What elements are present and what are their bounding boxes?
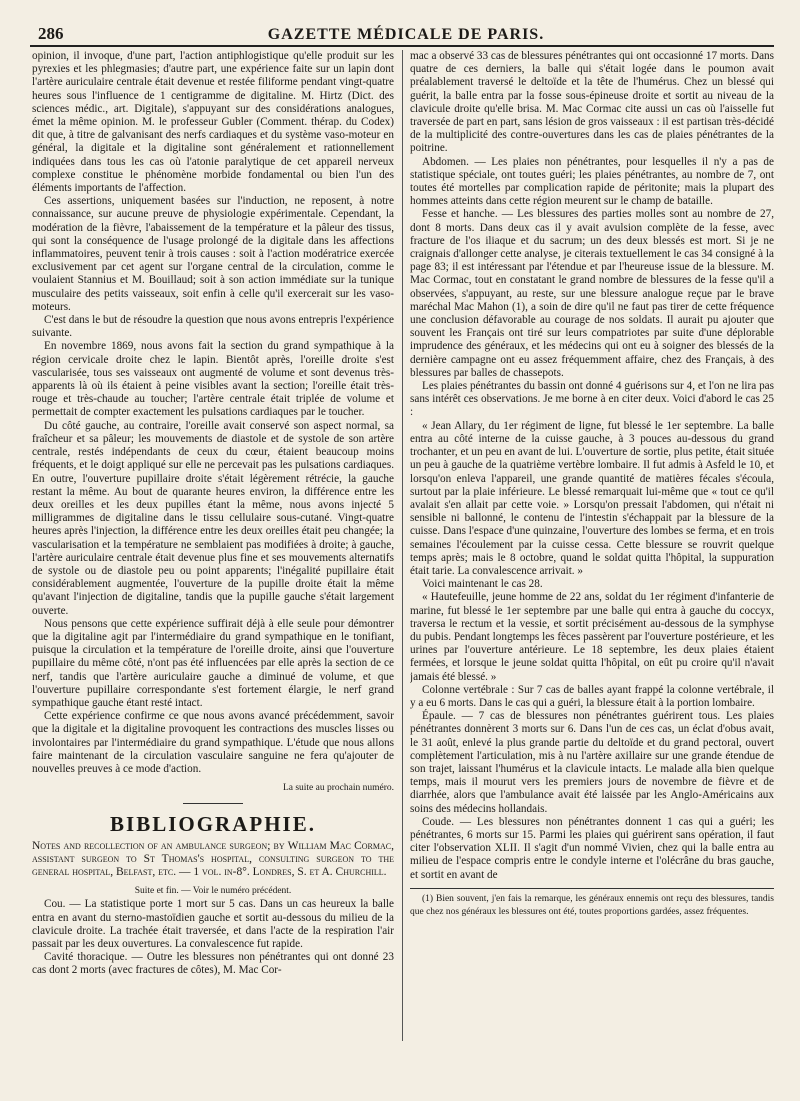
paragraph: Fesse et hanche. — Les blessures des parties molles sont au nombre de 27, dont 8 morts. Dans deux cas il y avait avulsion complète de la fesse, avec fracture de l'os iliaque et du sacrum; un des deux blessés est mort. Si je ne craignais d'allonger cette analyse, je citerais textuellement le cas 34 consigné à la page 83; il est intéressant par l'étendue et par l'heureuse issue de la blessure. M. Mac Cormac, tout en constatant le grand nombre de blessures de la fesse qu'il a observées, s'appuyant, au reste, sur une blessure analogue reçue par le brave maréchal Mac Mahon (1), a soin de dire qu'il ne faut pas tirer de cette fréquence une conclusion défavorable au courage de nos soldats. Il aurait pu ajouter que souvent les Français ont tiré sur leurs compatriotes par suite d'une déplorable imprudence des généraux, et les médecins qui ont eu à soigner des blessés de la dernière campagne ont eu assez fréquemment affaire, chez des Français, à des blessures par balles de chassepots. (410, 208, 774, 379)
paragraph: En novembre 1869, nous avons fait la section du grand sympathique à la région cervicale droite chez le lapin. Bientôt après, l'oreille droite s'est vascularisée, tous ses vaisseaux ont augmenté de volume et sont devenus très-apparents là où ils étaient à peine visibles avant la section; l'oreille était très-rouge et très-chaude au toucher; l'artère centrale était triplée de volume et permettait de compter exactement les pulsations cardiaques par le toucher. (32, 340, 394, 419)
paragraph: Épaule. — 7 cas de blessures non pénétrantes guérirent tous. Les plaies pénétrantes donnèrent 3 morts sur 6. Dans l'un de ces cas, un éclat d'obus avait, le 31 août, enlevé la plus grande partie du deltoïde et du grand pectoral, ouvert complètement l'articulation, mis à nu l'artère axillaire sur une grande étendue de son trajet, laissant l'humérus et la clavicule intacts. Le malade alla bien quelque temps, mais il mourut vers les premiers jours de novembre de fièvre et de diarrhée, alors que l'ambulance avait été laissée par les Anglo-Américains aux soins des médecins hollandais. (410, 710, 774, 815)
book-reference: Notes and recollection of an ambulance surgeon; by William Mac Cormac, assistant surgeon to St Thomas's hospital, consulting surgeon to the general hospital, Belfast, etc. — 1 vol. in-8°. Londres, S. et A. Churchill. (32, 839, 394, 878)
paragraph: Les plaies pénétrantes du bassin ont donné 4 guérisons sur 4, et l'on ne lira pas sans intérêt ces observations. Je me borne à en citer deux. Voici d'abord le cas 25 : (410, 380, 774, 419)
paragraph: Voici maintenant le cas 28. (422, 578, 543, 591)
paragraph: Ces assertions, uniquement basées sur l'induction, ne reposent, à notre connaissance, sur aucune preuve de physiologie expérimentale. Cependant, la modération de la fièvre, l'abaissement de la température et la pâleur des tissus, qui sont la conséquence de l'usage prolongé de la digitale dans les affections inflammatoires, peuvent tenir à trois causes : soit à l'action modératrice exercée exclusivement par cet agent sur l'organe central de la circulation, comme le voulaient Stannius et M. Bouillaud; soit à son action immédiate sur la tunique musculaire des petits vaisseaux, soit enfin à celle qu'il exercerait sur les vaso-moteurs. (32, 195, 394, 313)
page-header (38, 12, 774, 44)
divider (183, 803, 243, 804)
paragraph: Cou. — La statistique porte 1 mort sur 5 cas. Dans un cas heureux la balle entra en avant du sterno-mastoïdien gauche et sortit au-dessous du milieu de la clavicule droite. La trachée était traversée, et dans l'acte de la respiration l'air passait par les deux ouvertures. La convalescence fut rapide. (32, 898, 394, 950)
left-column (32, 50, 394, 1089)
paragraph: opinion, il invoque, d'une part, l'action antiphlogistique qu'elle produit sur les pyrexies et les phlegmasies; d'autre part, une expérience faite sur un lapin dont l'artère auriculaire centrale était devenue et restée filiforme pendant vingt-quatre heures sous l'influence de 1 centigramme de digitaline. M. Hirtz (Dict. des sciences médic., art. Digitale), s'appuyant sur des considérations analogues, émet la même opinion. M. le professeur Gubler (Comment. thérap. du Codex) dit que, à titre de galvanisant des nerfs cardiaques et du système vaso-moteur en général, la digitale et la digitaline sont généralement et rationnellement indiquées dans tous les cas où l'atonie paralytique de cet appareil nerveux complexe constitue le phénomène morbide fondamental ou bien l'un des éléments importants de l'affection. (32, 50, 394, 195)
continuation-note: Suite et fin. — Voir le numéro précédent. (134, 886, 292, 897)
paragraph: Cette expérience confirme ce que nous avons avancé précédemment, savoir que la digitale et la digitaline provoquent les contractions des muscles lisses ou involontaires par l'intermédiaire du grand sympathique. L'étude que nous allons faire maintenant de la circulation vasculaire sanguine ne fera qu'ajouter de nouvelles preuves à ce mode d'action. (32, 710, 394, 775)
paragraph: Coude. — Les blessures non pénétrantes donnent 1 cas qui a guéri; les pénétrantes, 6 morts sur 15. Parmi les plaies qui guérirent sans opération, il faut citer l'observation XLII. Il s'agit d'un nommé Vivien, chez qui la balle entra au milieu de l'espace compris entre le condyle interne et l'olécrâne du bras gauche, et sortit en avant de (410, 815, 774, 881)
paragraph: Du côté gauche, au contraire, l'oreille avait conservé son aspect normal, sa fraîcheur et sa pâleur; les mouvements de diastole et de systole de son artère centrale, restés indépendants de ceux du cœur, étaient beaucoup moins fréquents, et le doigt appliqué sur elle ne percevait pas les pulsations cardiaques. En outre, l'ouverture pupillaire droite s'était légèrement rétrécie, la gauche restant la même. Au bout de quarante heures environ, la différence entre les deux oreilles et les deux pupilles étant la même, nous avons injecté 5 milligrammes de digitaline dans le tissu cellulaire sous-cutané. Vingt-quatre heures après l'injection, la différence entre les deux oreilles était peu changée; la vascularisation et la température ne semblaient pas modifiées à droite; à gauche, l'artère auriculaire centrale était devenue plus fine et ses mouvements alternatifs de systole ou de diastole peu ou point apparents; l'inégalité pupillaire était considérablement augmentée, l'ouverture de la pupille droite était la même qu'avant l'injection de digitaline, tandis que la pupille gauche s'était largement ouverte. (32, 419, 394, 617)
header-rule (30, 45, 774, 47)
paragraph: Cavité thoracique. — Outre les blessures non pénétrantes qui ont donné 23 cas dont 2 morts (avec fractures de côtes), M. Mac Cor- (32, 951, 394, 977)
paragraph: Nous pensons que cette expérience suffirait déjà à elle seule pour démontrer que la digitaline agit par l'intermédiaire du grand sympathique en le tonifiant, puisque la circulation et la température de l'oreille droite, ainsi que l'ouverture pupillaire du même côté, n'ont pas été influencées par elle après la section de ce nerf, tandis que l'artère auriculaire gauche a diminué de volume, et que l'ouverture pupillaire correspondante s'est fortement élargie, le nerf grand sympathique gauche étant resté intact. (32, 617, 394, 709)
paragraph: « Hautefeuille, jeune homme de 22 ans, soldat du 1er régiment d'infanterie de marine, fut blessé le 1er septembre par une balle qui entra à gauche du coccyx, traversa le rectum et la vessie, et sortit précisément au-dessous de la symphyse du pubis. Pendant longtemps les fèces passèrent par l'ouverture postérieure, et les urines par l'ouverture antérieure. Le 18 septembre, les deux plaies étaient fermées, et lorsque le jeune soldat quitta l'hôpital, on eût pu croire qu'il n'avait jamais été blessé. » (410, 591, 774, 683)
right-column (410, 50, 774, 1089)
footnote: (1) Bien souvent, j'en fais la remarque, les généraux ennemis ont reçu des blessures, tandis que chez nos généraux les blessures ont été, toutes proportions gardées, assez fréquentes. (410, 893, 774, 917)
journal-title: GAZETTE MÉDICALE DE PARIS. (267, 26, 545, 43)
column-separator (402, 50, 403, 1041)
continued-note: La suite au prochain numéro. (282, 783, 394, 794)
paragraph: Abdomen. — Les plaies non pénétrantes, pour lesquelles il n'y a pas de statistique spéciale, ont toutes guéri; les plaies pénétrantes, au nombre de 7, ont toutes été mortelles par complication rapide de péritonite; mais la plupart des hommes atteints dans cette région meurent sur le champ de bataille. (410, 155, 774, 208)
section-title: BIBLIOGRAPHIE. (110, 812, 316, 837)
paragraph: « Jean Allary, du 1er régiment de ligne, fut blessé le 1er septembre. La balle entra au côté interne de la cuisse gauche, à 3 pouces au-dessous du grand trochanter, et un peu en avant de lui. L'ouverture de sortie, plus petite, était située un peu à gauche de la quatrième vertèbre lombaire. Il fut admis à Asfeld le 10, et lorsqu'on enleva l'appareil, une grande quantité de matières fécales s'écoula, surtout par la plaie inférieure. Le blessé remarquait lui-même que « tout ce qu'il avalait s'en allait par cette voie. » Lorsqu'on pressait l'abdomen, qui n'était ni sensible ni ballonné, le contenu de l'intestin s'échappait par la blessure de la cuisse. Dans l'espace d'une quinzaine, l'ouverture des lombes se ferma, et en trois semaines l'écoulement par la cuisse cessa. Cette blessure se rouvrit quelque temps après; mais le 8 octobre, quand le soldat quitta l'hôpital, la suppuration était tarie. La convalescence arrivait. » (410, 419, 774, 577)
paragraph: Colonne vertébrale : Sur 7 cas de balles ayant frappé la colonne vertébrale, il y a eu 6 morts. Dans le cas qui a guéri, la blessure était à la portion lombaire. (410, 683, 774, 709)
paragraph: C'est dans le but de résoudre la question que nous avons entrepris l'expérience suivante. (32, 314, 394, 340)
footnote-rule (410, 888, 774, 889)
page-number: 286 (38, 24, 64, 43)
paragraph: mac a observé 33 cas de blessures pénétrantes qui ont occasionné 17 morts. Dans quatre de ces derniers, la balle qui s'était logée dans le poumon avait préalablement traversé le deltoïde et la tête de l'humérus. Chez un blessé qui guérit, la balle entra par la fosse sous-épineuse droite et sortit au niveau de la clavicule droite qu'elle brisa. M. Mac Cormac cite aussi un cas où l'aisselle fut traversée de part en part, sans lésion de gros vaisseaux : il est partisan très-décidé de la multiplicité des contre-ouvertures dans les cas de plaies pénétrantes de la poitrine. (410, 50, 774, 155)
